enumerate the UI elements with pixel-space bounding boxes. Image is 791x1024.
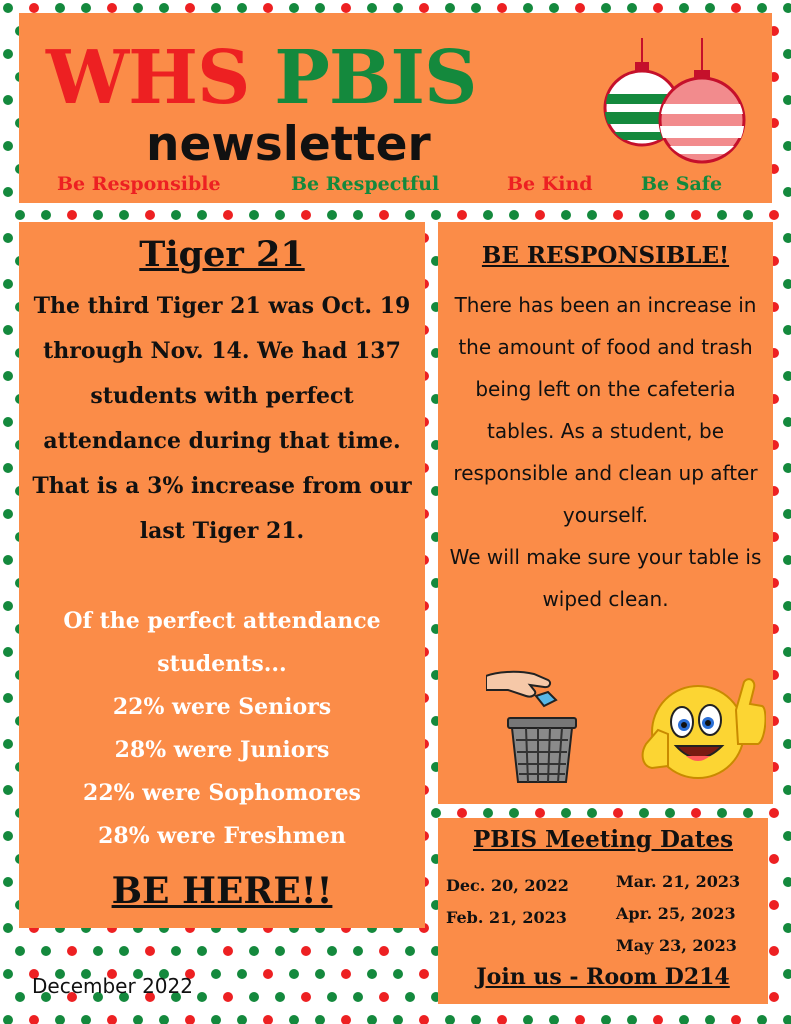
background-dot	[341, 3, 351, 13]
background-dot	[731, 1015, 741, 1024]
background-dot	[653, 1015, 663, 1024]
background-dot	[93, 210, 103, 220]
background-dot	[3, 325, 13, 335]
background-dot	[223, 946, 233, 956]
background-dot	[691, 808, 701, 818]
background-dot	[367, 1015, 377, 1024]
background-dot	[159, 3, 169, 13]
meeting-date: Dec. 20, 2022	[446, 876, 569, 895]
background-dot	[3, 877, 13, 887]
background-dot	[457, 808, 467, 818]
responsible-message-2: We will make sure your table is wiped clean.	[449, 545, 762, 611]
background-dot	[301, 210, 311, 220]
background-dot	[783, 187, 791, 197]
background-dot	[405, 992, 415, 1002]
background-dot	[171, 210, 181, 220]
background-dot	[133, 3, 143, 13]
background-dot	[145, 210, 155, 220]
background-dot	[601, 3, 611, 13]
ornaments-icon	[594, 38, 754, 178]
tiger21-panel	[19, 222, 425, 928]
background-dot	[327, 210, 337, 220]
background-dot	[3, 693, 13, 703]
stat-juniors: 28% were Juniors	[114, 737, 330, 763]
be-here-callout: BE HERE!!	[111, 870, 333, 912]
background-dot	[769, 210, 779, 220]
background-dot	[341, 1015, 351, 1024]
meeting-date: Apr. 25, 2023	[616, 904, 736, 923]
newsletter-subtitle: newsletter	[146, 117, 431, 172]
background-dot	[275, 210, 285, 220]
background-dot	[769, 900, 779, 910]
background-dot	[769, 854, 779, 864]
background-dot	[171, 946, 181, 956]
background-dot	[613, 210, 623, 220]
background-dot	[691, 210, 701, 220]
background-dot	[627, 1015, 637, 1024]
background-dot	[197, 992, 207, 1002]
background-dot	[509, 210, 519, 220]
background-dot	[757, 1015, 767, 1024]
newsletter-title	[46, 35, 477, 121]
background-dot	[783, 279, 791, 289]
background-dot	[315, 969, 325, 979]
background-dot	[783, 1015, 791, 1024]
join-us-room: Join us - Room D214	[476, 964, 730, 990]
background-dot	[431, 808, 441, 818]
background-dot	[3, 831, 13, 841]
background-dot	[457, 210, 467, 220]
be-responsible-title: BE RESPONSIBLE!	[481, 242, 730, 269]
background-dot	[639, 808, 649, 818]
background-dot	[783, 831, 791, 841]
background-dot	[3, 95, 13, 105]
background-dot	[55, 3, 65, 13]
background-dot	[783, 647, 791, 657]
background-dot	[783, 509, 791, 519]
background-dot	[665, 808, 675, 818]
background-dot	[523, 3, 533, 13]
background-dot	[717, 808, 727, 818]
background-dot	[249, 210, 259, 220]
background-dot	[133, 1015, 143, 1024]
background-dot	[3, 233, 13, 243]
be-responsible-panel	[438, 222, 773, 804]
background-dot	[185, 1015, 195, 1024]
background-dot	[301, 946, 311, 956]
background-dot	[613, 808, 623, 818]
background-dot	[783, 371, 791, 381]
background-dot	[379, 210, 389, 220]
tiger21-stats	[19, 600, 425, 858]
background-dot	[3, 417, 13, 427]
meeting-date: Feb. 21, 2023	[446, 908, 567, 927]
background-dot	[783, 141, 791, 151]
background-dot	[3, 187, 13, 197]
background-dot	[783, 49, 791, 59]
be-responsible-body	[446, 284, 765, 620]
background-dot	[769, 946, 779, 956]
background-dot	[783, 923, 791, 933]
value-responsible: Be Responsible	[57, 173, 221, 195]
background-dot	[405, 946, 415, 956]
issue-date: December 2022	[32, 974, 193, 998]
background-dot	[3, 923, 13, 933]
background-dot	[15, 210, 25, 220]
background-dot	[185, 3, 195, 13]
background-dot	[315, 1015, 325, 1024]
background-dot	[3, 141, 13, 151]
background-dot	[679, 1015, 689, 1024]
background-dot	[275, 992, 285, 1002]
background-dot	[575, 3, 585, 13]
background-dot	[15, 992, 25, 1002]
background-dot	[783, 693, 791, 703]
background-dot	[665, 210, 675, 220]
background-dot	[197, 946, 207, 956]
background-dot	[41, 946, 51, 956]
background-dot	[237, 3, 247, 13]
background-dot	[275, 946, 285, 956]
background-dot	[3, 785, 13, 795]
background-dot	[743, 210, 753, 220]
background-dot	[769, 808, 779, 818]
background-dot	[379, 992, 389, 1002]
background-dot	[327, 992, 337, 1002]
background-dot	[41, 210, 51, 220]
background-dot	[561, 808, 571, 818]
background-dot	[769, 992, 779, 1002]
tiger21-body: The third Tiger 21 was Oct. 19 through Nov. 14. We had 137 students with perfect attendance during that time. That is a 3% increase from our last Tiger 21.	[32, 293, 412, 544]
background-dot	[717, 210, 727, 220]
background-dot	[743, 808, 753, 818]
background-dot	[67, 946, 77, 956]
background-dot	[731, 3, 741, 13]
background-dot	[587, 808, 597, 818]
background-dot	[353, 992, 363, 1002]
background-dot	[783, 95, 791, 105]
background-dot	[3, 279, 13, 289]
header-panel	[19, 13, 772, 203]
background-dot	[445, 1015, 455, 1024]
background-dot	[535, 808, 545, 818]
value-safe: Be Safe	[641, 173, 723, 195]
background-dot	[783, 601, 791, 611]
background-dot	[289, 1015, 299, 1024]
background-dot	[3, 739, 13, 749]
background-dot	[783, 325, 791, 335]
background-dot	[145, 946, 155, 956]
trash-bin-icon	[508, 718, 576, 782]
background-dot	[263, 3, 273, 13]
value-kind: Be Kind	[507, 173, 593, 195]
background-dot	[705, 3, 715, 13]
background-dot	[535, 210, 545, 220]
background-dot	[705, 1015, 715, 1024]
background-dot	[15, 946, 25, 956]
background-dot	[471, 1015, 481, 1024]
background-dot	[783, 785, 791, 795]
background-dot	[29, 1015, 39, 1024]
background-dot	[197, 210, 207, 220]
background-dot	[3, 509, 13, 519]
background-dot	[211, 3, 221, 13]
background-dot	[3, 371, 13, 381]
background-dot	[211, 1015, 221, 1024]
background-dot	[757, 3, 767, 13]
background-dot	[783, 3, 791, 13]
background-dot	[353, 946, 363, 956]
background-dot	[393, 969, 403, 979]
tiger21-title: Tiger 21	[139, 234, 305, 275]
background-dot	[783, 739, 791, 749]
background-dot	[679, 3, 689, 13]
background-dot	[419, 1015, 429, 1024]
meeting-date: May 23, 2023	[616, 936, 737, 955]
background-dot	[575, 1015, 585, 1024]
background-dot	[3, 555, 13, 565]
background-dot	[237, 1015, 247, 1024]
background-dot	[393, 3, 403, 13]
background-dot	[3, 463, 13, 473]
background-dot	[509, 808, 519, 818]
background-dot	[587, 210, 597, 220]
background-dot	[223, 992, 233, 1002]
background-dot	[223, 210, 233, 220]
background-dot	[783, 969, 791, 979]
background-dot	[211, 969, 221, 979]
title-whs: WHS	[46, 35, 250, 121]
background-dot	[783, 417, 791, 427]
stat-seniors: 22% were Seniors	[112, 694, 332, 720]
background-dot	[549, 1015, 559, 1024]
background-dot	[327, 946, 337, 956]
background-dot	[67, 210, 77, 220]
background-dot	[3, 969, 13, 979]
background-dot	[471, 3, 481, 13]
meeting-date: Mar. 21, 2023	[616, 872, 741, 891]
background-dot	[639, 210, 649, 220]
background-dot	[3, 647, 13, 657]
background-dot	[379, 946, 389, 956]
background-dot	[497, 3, 507, 13]
background-dot	[367, 3, 377, 13]
background-dot	[561, 210, 571, 220]
background-dot	[341, 969, 351, 979]
background-dot	[107, 3, 117, 13]
background-dot	[497, 1015, 507, 1024]
background-dot	[237, 969, 247, 979]
background-dot	[3, 1015, 13, 1024]
background-dot	[159, 1015, 169, 1024]
background-dot	[301, 992, 311, 1002]
background-dot	[249, 992, 259, 1002]
stat-freshmen: 28% were Freshmen	[98, 823, 346, 849]
background-dot	[263, 1015, 273, 1024]
title-pbis: PBIS	[274, 35, 477, 121]
responsible-message: There has been an increase in the amount of food and trash being left on the cafeteria tables. As a student, be responsible and clean up after yourself.	[453, 293, 758, 527]
background-dot	[483, 808, 493, 818]
stats-intro: Of the perfect attendance students...	[63, 608, 381, 677]
thumbs-up-emoji-icon	[643, 679, 766, 778]
background-dot	[393, 1015, 403, 1024]
background-dot	[289, 3, 299, 13]
background-dot	[367, 969, 377, 979]
background-dot	[81, 3, 91, 13]
background-dot	[419, 3, 429, 13]
trash-and-emoji-icons	[486, 670, 766, 790]
background-dot	[81, 1015, 91, 1024]
background-dot	[3, 3, 13, 13]
background-dot	[783, 233, 791, 243]
background-dot	[29, 3, 39, 13]
background-dot	[445, 3, 455, 13]
background-dot	[419, 969, 429, 979]
background-dot	[289, 969, 299, 979]
background-dot	[3, 601, 13, 611]
hand-trash-icon	[486, 672, 556, 706]
background-dot	[601, 1015, 611, 1024]
background-dot	[263, 969, 273, 979]
meeting-dates-panel	[438, 818, 768, 1004]
background-dot	[783, 555, 791, 565]
background-dot	[483, 210, 493, 220]
background-dot	[93, 946, 103, 956]
background-dot	[431, 210, 441, 220]
background-dot	[119, 210, 129, 220]
background-dot	[523, 1015, 533, 1024]
meeting-dates-title: PBIS Meeting Dates	[472, 826, 734, 853]
stat-sophomores: 22% were Sophomores	[83, 780, 361, 806]
background-dot	[627, 3, 637, 13]
background-dot	[783, 877, 791, 887]
background-dot	[107, 1015, 117, 1024]
value-respectful: Be Respectful	[291, 173, 440, 195]
background-dot	[405, 210, 415, 220]
background-dot	[249, 946, 259, 956]
background-dot	[653, 3, 663, 13]
background-dot	[549, 3, 559, 13]
background-dot	[119, 946, 129, 956]
background-dot	[353, 210, 363, 220]
background-dot	[315, 3, 325, 13]
background-dot	[783, 463, 791, 473]
background-dot	[3, 49, 13, 59]
background-dot	[55, 1015, 65, 1024]
